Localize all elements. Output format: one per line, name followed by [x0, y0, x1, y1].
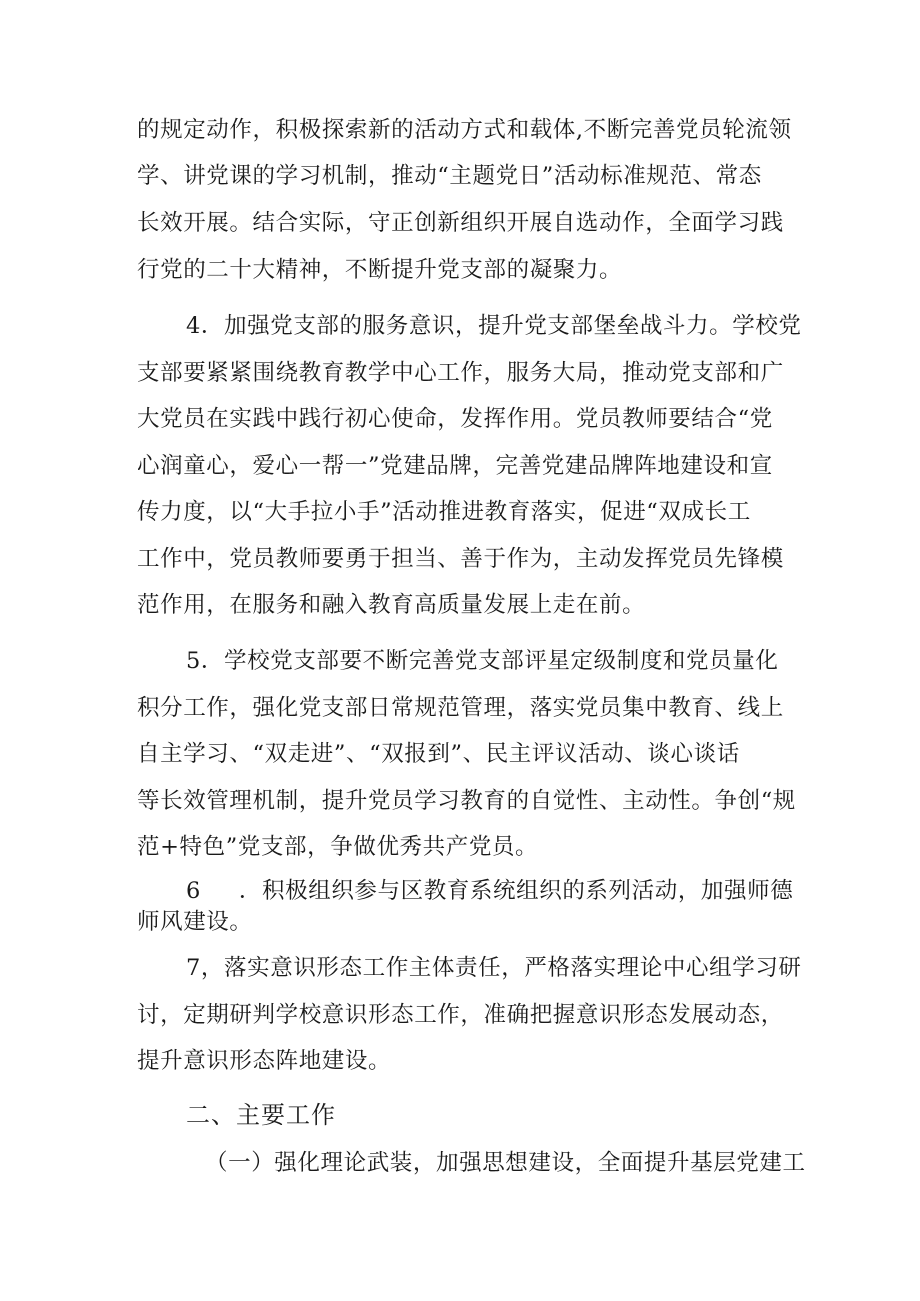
p3-line-2: 学、讲党课的学习机制，推动“主题党日”活动标准规范、常态	[137, 163, 762, 189]
p5-line-4: 等长效管理机制，提升党员学习教育的自觉性、主动性。争创“规	[137, 788, 796, 814]
section-heading: 二、主要工作	[186, 1101, 336, 1129]
subsection-line: （一）强化理论武装，加强思想建设，全面提升基层党建工	[205, 1150, 806, 1176]
p4-line-5: 传力度，以“大手拉小手”活动推进教育落实，促进“双成长工	[137, 499, 751, 525]
p3-line-3: 长效开展。结合实际，守正创新组织开展自选动作，全面学习践	[137, 210, 784, 236]
p4-line-1: 4．加强党支部的服务意识，提升党支部堡垒战斗力。学校党	[186, 313, 802, 339]
p4-line-7: 范作用，在服务和融入教育高质量发展上走在前。	[137, 592, 646, 618]
p4-line-4: 心润童心，爱心一帮一”党建品牌，完善党建品牌阵地建设和宣	[137, 453, 773, 479]
p5-line-3: 自主学习、“双走进”、“双报到”、民主评议活动、谈心谈话	[137, 741, 740, 767]
p4-line-2: 支部要紧紧围绕教育教学中心工作，服务大局，推动党支部和广	[137, 360, 784, 386]
p3-line-4: 行党的二十大精神，不断提升党支部的凝聚力。	[137, 257, 623, 283]
p4-line-3: 大党员在实践中践行初心使命，发挥作用。党员教师要结合“党	[137, 406, 773, 432]
p4-line-6: 工作中，党员教师要勇于担当、善于作为，主动发挥党员先锋模	[137, 546, 784, 572]
p7-line-3: 提升意识形态阵地建设。	[137, 1048, 392, 1074]
p6-line-1-text: ．积极组织参与区教育系统组织的系列活动，加强师德	[238, 878, 794, 904]
p6-number: 6	[186, 878, 201, 904]
p5-line-1: 5．学校党支部要不断完善党支部评星定级制度和党员量化	[186, 648, 779, 674]
p7-line-2: 讨，定期研判学校意识形态工作，准确把握意识形态发展动态，	[137, 1002, 784, 1028]
p5-line-5: 范+特色”党支部，争做优秀共产党员。	[137, 834, 539, 860]
p3-line-1: 的规定动作，积极探索新的活动方式和载体,不断完善党员轮流领	[137, 117, 792, 143]
p6-line-1	[186, 876, 797, 906]
p6-line-2: 师风建设。	[137, 909, 253, 935]
p5-line-2: 积分工作，强化党支部日常规范管理，落实党员集中教育、线上	[137, 695, 784, 721]
p7-line-1: 7，落实意识形态工作主体责任，严格落实理论中心组学习研	[186, 955, 802, 981]
